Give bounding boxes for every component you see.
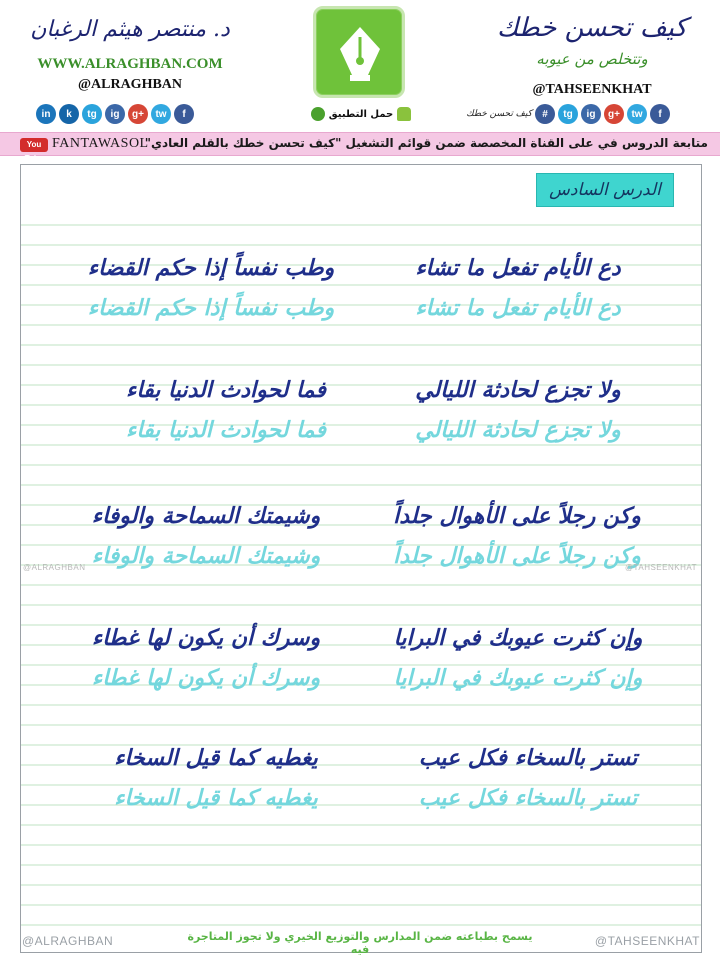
verse-3-right-trace: وكن رجلاً على الأهوال جلداً [393, 543, 641, 569]
instagram-icon[interactable]: ig [581, 104, 601, 124]
twitter-icon[interactable]: tw [627, 104, 647, 124]
footer-left-handle: @ALRAGHBAN [22, 934, 114, 948]
website-link[interactable]: WWW.ALRAGHBAN.COM [37, 56, 223, 72]
youtube-banner [0, 132, 720, 163]
verse-2-right: ولا تجزع لحادثة الليالي [415, 377, 621, 403]
twitter-icon[interactable]: tw [151, 104, 171, 124]
google-plus-icon[interactable]: g+ [128, 104, 148, 124]
hashtag-icon[interactable]: # [535, 104, 555, 124]
youtube-icon[interactable]: You Tube [20, 138, 48, 152]
author-signature: د. منتصر هيثم الرغبان [30, 17, 230, 42]
footer-right-handle: @TAHSEENKHAT [594, 934, 700, 948]
course-logo-main: كيف تحسن خطك [497, 13, 687, 43]
verse-2-left: فما لحوادث الدنيا بقاء [126, 377, 326, 403]
social-links-right [462, 104, 670, 124]
verse-4-left: وسرك أن يكون لها غطاء [91, 625, 321, 651]
page-header [0, 0, 720, 130]
k-icon[interactable]: k [59, 104, 79, 124]
watermark-right: @TAHSEENKHAT [624, 563, 697, 572]
verse-1-left-trace: وطب نفساً إذا حكم القضاء [87, 295, 335, 321]
verse-2-left-trace: فما لحوادث الدنيا بقاء [126, 417, 326, 443]
verse-4-left-trace: وسرك أن يكون لها غطاء [91, 665, 321, 691]
channel-name[interactable]: FANTAWASOL [52, 136, 149, 151]
verse-1-left: وطب نفساً إذا حكم القضاء [87, 255, 335, 281]
telegram-icon[interactable]: tg [82, 104, 102, 124]
author-brand [30, 8, 230, 93]
verse-2-right-trace: ولا تجزع لحادثة الليالي [415, 417, 621, 443]
watermark-left: @ALRAGHBAN [23, 563, 86, 572]
verse-5-left-trace: يغطيه كما قيل السخاء [114, 785, 318, 811]
worksheet [20, 164, 702, 953]
google-plus-icon[interactable]: g+ [604, 104, 624, 124]
verse-1-right-trace: دع الأيام تفعل ما تشاء [415, 295, 621, 321]
verse-3-left: وشيمتك السماحة والوفاء [91, 503, 321, 529]
verse-5-right-trace: تستر بالسخاء فكل عيب [418, 785, 638, 811]
app-download[interactable] [306, 104, 416, 124]
verse-3-left-trace: وشيمتك السماحة والوفاء [91, 543, 321, 569]
pen-nib-icon [332, 23, 388, 83]
verse-4-right-trace: وإن كثرت عيوبك في البرايا [393, 665, 643, 691]
instagram-icon[interactable]: ig [105, 104, 125, 124]
verse-5-left: يغطيه كما قيل السخاء [114, 745, 318, 771]
course-logo-sub: وتتخلص من عيوبه [536, 50, 648, 68]
app-download-label: حمل التطبيق [328, 108, 394, 120]
telegram-icon[interactable]: tg [558, 104, 578, 124]
lesson-title: الدرس السادس [536, 173, 674, 207]
android-icon[interactable] [397, 107, 411, 121]
verse-1-right: دع الأيام تفعل ما تشاء [415, 255, 621, 281]
course-brand [492, 8, 692, 98]
banner-message: متابعة الدروس في على القناة المخصصة ضمن قوائم التشغيل "كيف تحسن خطك بالقلم العادي" [144, 136, 708, 150]
app-pen-icon[interactable] [313, 6, 405, 98]
right-tag: كيف تحسن خطك [466, 109, 532, 119]
apple-icon[interactable] [311, 107, 325, 121]
right-handle[interactable]: @TAHSEENKHAT [532, 82, 652, 97]
left-handle[interactable]: @ALRAGHBAN [77, 77, 183, 92]
verse-5-right: تستر بالسخاء فكل عيب [418, 745, 638, 771]
verse-3-right: وكن رجلاً على الأهوال جلداً [393, 503, 641, 529]
verse-4-right: وإن كثرت عيوبك في البرايا [393, 625, 643, 651]
facebook-icon[interactable]: f [650, 104, 670, 124]
footer-note: يسمح بطباعته ضمن المدارس والتوزيع الخيري ولا تجوز المتاجرة فيه [187, 930, 533, 956]
facebook-icon[interactable]: f [174, 104, 194, 124]
social-links-left [36, 104, 194, 124]
linkedin-icon[interactable]: in [36, 104, 56, 124]
